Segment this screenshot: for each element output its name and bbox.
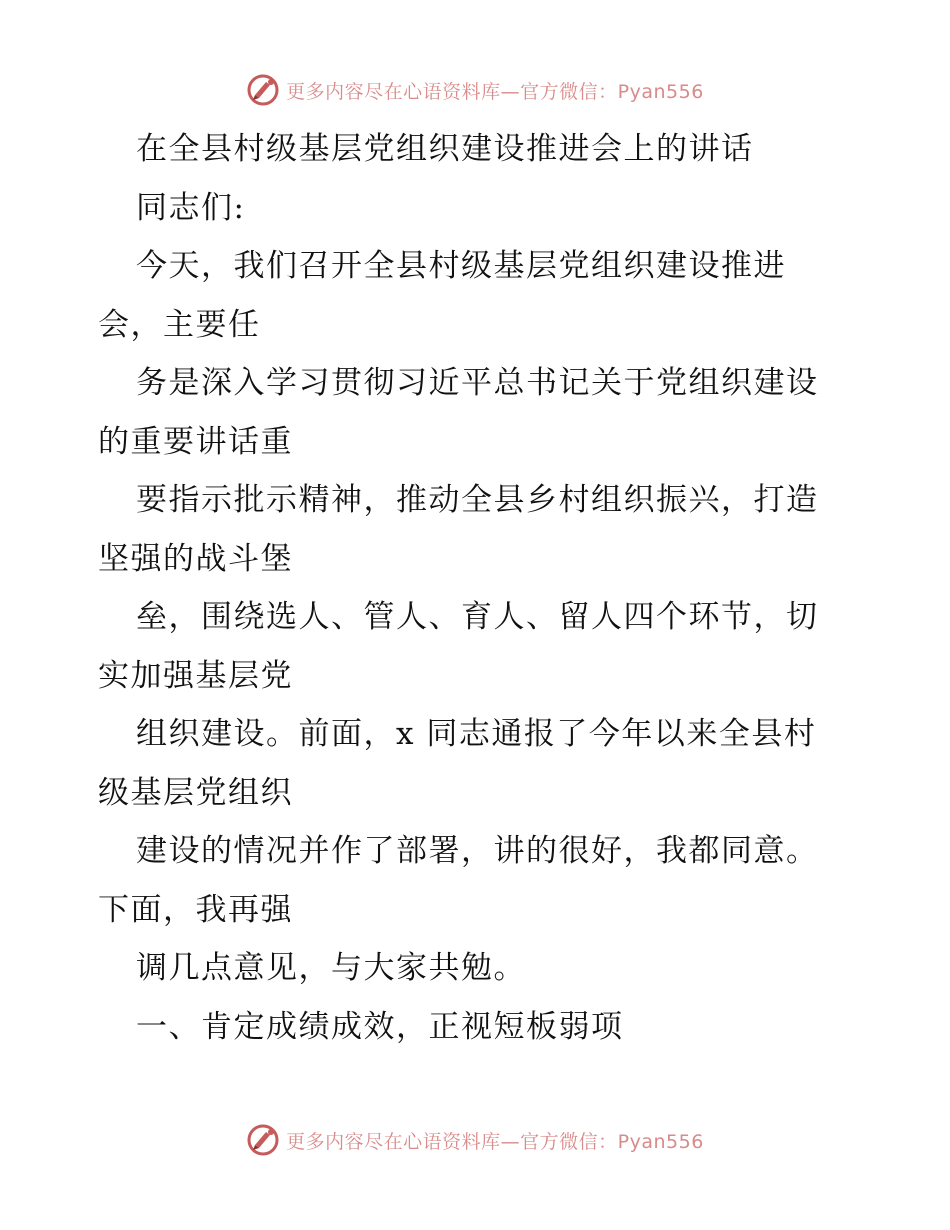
book-pen-icon: [246, 1123, 280, 1157]
text-line: 要指示批示精神，推动全县乡村组织振兴，打造: [136, 482, 819, 518]
text-line: 调几点意见，与大家共勉。: [136, 950, 526, 986]
watermark-text: 更多内容尽在心语资料库—官方微信：Pyan556: [286, 1130, 704, 1153]
header-watermark: [0, 70, 950, 110]
book-pen-icon: [246, 73, 280, 107]
text-line: 今天，我们召开全县村级基层党组织建设推进: [136, 248, 786, 284]
text-line: 级基层党组织: [98, 774, 293, 811]
text-line: 的重要讲话重: [98, 423, 293, 460]
text-line: 务是深入学习贯彻习近平总书记关于党组织建设: [136, 365, 819, 401]
text-line: 组织建设。前面，x 同志通报了今年以来全县村: [136, 716, 817, 752]
text-line: 同志们:: [136, 189, 246, 226]
watermark-text: 更多内容尽在心语资料库—官方微信：Pyan556: [286, 80, 704, 103]
text-line: 垒，围绕选人、管人、育人、留人四个环节，切: [136, 599, 819, 635]
text-line: 一、肯定成绩成效，正视短板弱项: [136, 1008, 624, 1045]
document-body: [98, 120, 858, 1056]
text-line: 坚强的战斗堡: [98, 540, 293, 577]
footer-watermark: [0, 1120, 950, 1160]
text-line: 会，主要任: [98, 306, 261, 343]
text-line: 建设的情况并作了部署，讲的很好，我都同意。: [136, 833, 819, 869]
text-line: 在全县村级基层党组织建设推进会上的讲话: [136, 131, 754, 167]
text-line: 下面，我再强: [98, 891, 293, 928]
text-line: 实加强基层党: [98, 657, 293, 694]
